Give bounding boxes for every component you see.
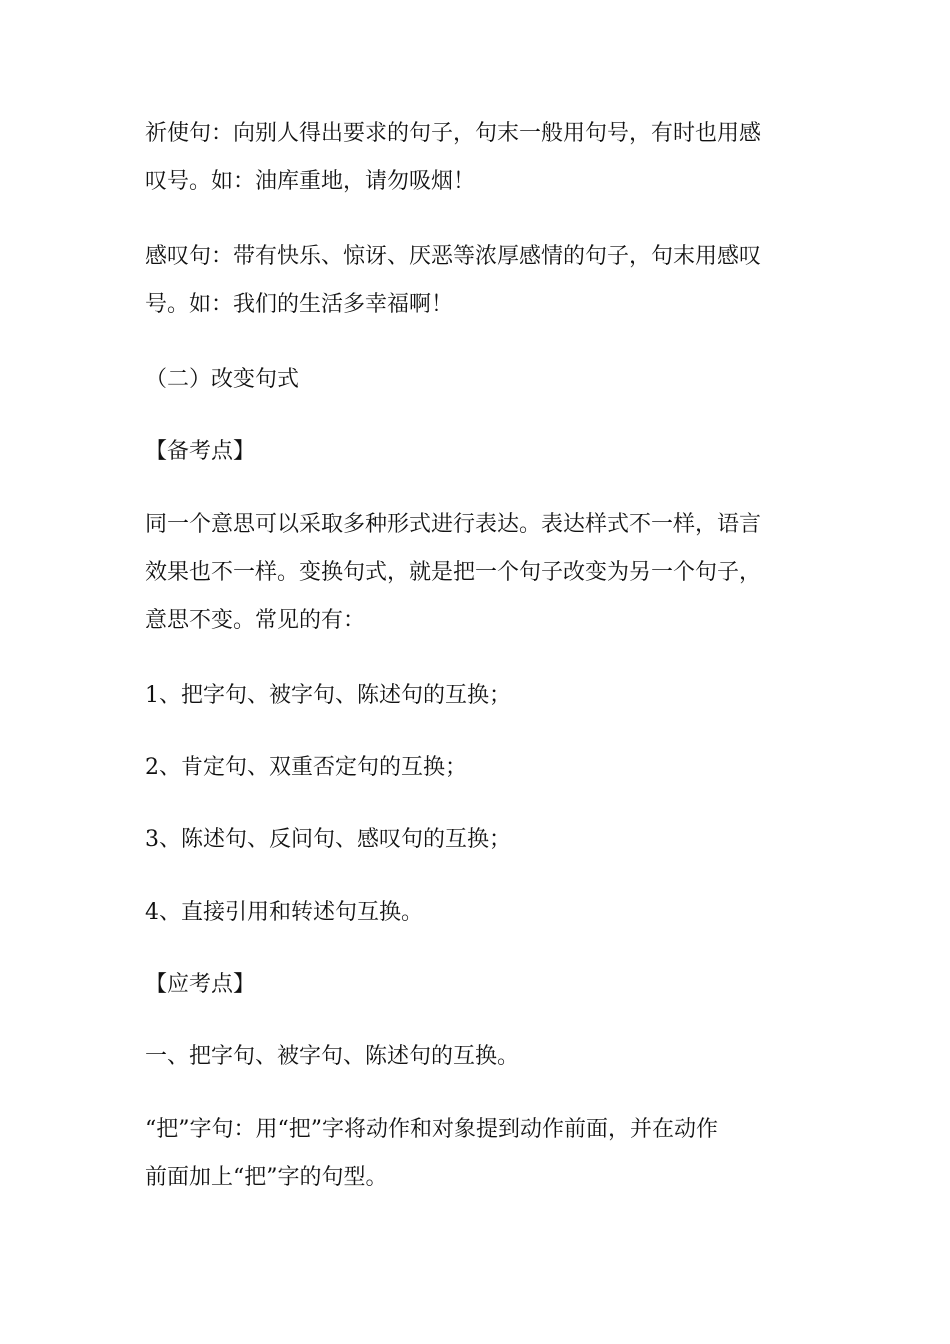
text-line: 1、把字句、被字句、陈述句的互换； xyxy=(145,683,511,708)
text-line: 效果也不一样。变换句式，就是把一个句子改变为另一个句子， xyxy=(145,560,762,585)
paragraph-imperative-sentence xyxy=(145,110,805,206)
text-line: 祈使句：向别人得出要求的句子，句末一般用句号，有时也用感 xyxy=(145,121,762,146)
subheading-ba-bei-declarative xyxy=(145,1033,805,1081)
paragraph-exclamatory-sentence xyxy=(145,233,805,329)
text-line: 意思不变。常见的有： xyxy=(145,608,366,633)
label-exam-points xyxy=(145,961,805,1009)
paragraph-ba-sentence-definition xyxy=(145,1106,805,1202)
text-line: 号。如：我们的生活多幸福啊！ xyxy=(145,292,454,317)
paragraph-sentence-transformation-intro xyxy=(145,501,805,645)
text-line: 同一个意思可以采取多种形式进行表达。表达样式不一样，语言 xyxy=(145,512,762,537)
section-heading-change-sentence-form xyxy=(145,356,805,404)
text-line: “把”字句：用“把”字将动作和对象提到动作前面，并在动作 xyxy=(145,1117,718,1142)
list-item-4 xyxy=(145,889,805,937)
text-line: （二）改变句式 xyxy=(145,367,300,392)
list-item-3 xyxy=(145,816,805,864)
list-item-2 xyxy=(145,744,805,792)
text-line: 【应考点】 xyxy=(145,972,256,997)
list-item-1 xyxy=(145,672,805,720)
text-line: 【备考点】 xyxy=(145,439,256,464)
text-line: 一、把字句、被字句、陈述句的互换。 xyxy=(145,1044,520,1069)
text-line: 叹号。如：油库重地，请勿吸烟！ xyxy=(145,169,476,194)
text-line: 2、肯定句、双重否定句的互换； xyxy=(145,755,467,780)
text-line: 4、直接引用和转述句互换。 xyxy=(145,900,423,925)
text-line: 3、陈述句、反问句、感叹句的互换； xyxy=(145,827,511,852)
text-line: 感叹句：带有快乐、惊讶、厌恶等浓厚感情的句子，句末用感叹 xyxy=(145,244,762,269)
label-preparation-points xyxy=(145,428,805,476)
text-line: 前面加上“把”字的句型。 xyxy=(145,1165,388,1190)
